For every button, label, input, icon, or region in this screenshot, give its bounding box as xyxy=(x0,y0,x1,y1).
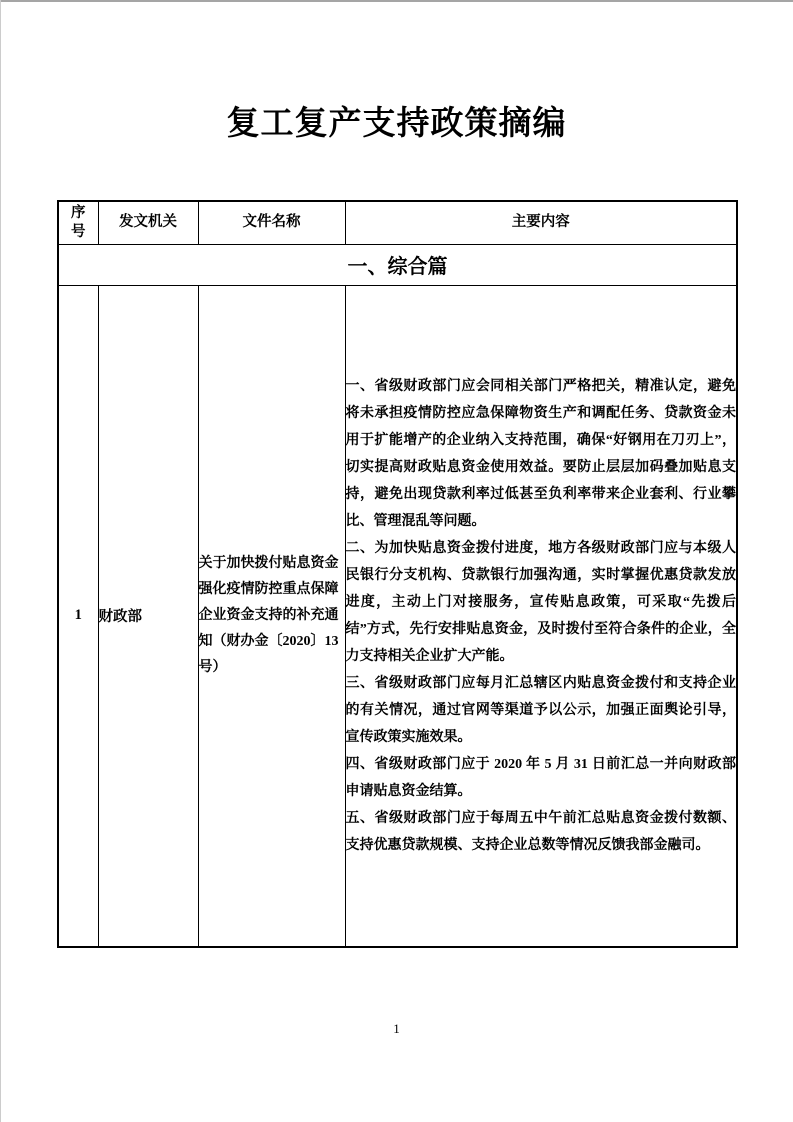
content-paragraph: 五、省级财政部门应于每周五中午前汇总贴息资金拨付数额、支持优惠贷款规模、支持企业总数等情况反馈我部金融司。 xyxy=(345,810,736,853)
cell-index: 1 xyxy=(58,285,98,947)
policy-table xyxy=(57,200,738,948)
cell-agency: 财政部 xyxy=(98,285,198,947)
section-header-row xyxy=(58,244,737,285)
section-header: 一、综合篇 xyxy=(58,244,737,285)
content-paragraph: 四、省级财政部门应于 2020 年 5 月 31 日前汇总一并向财政部申请贴息资金结算。 xyxy=(345,756,736,799)
page-left-edge xyxy=(0,0,1,1122)
content-paragraph: 二、为加快贴息资金拨付进度，地方各级财政部门应与本级人民银行分支机构、贷款银行加强沟通，实时掌握优惠贷款发放进度，主动上门对接服务，宣传贴息政策，可采取“先拨后结”方式，先行安排贴息资金，及时拨付至符合条件的企业，全力支持相关企业扩大产能。 xyxy=(345,540,736,664)
page-number: 1 xyxy=(393,1021,400,1036)
cell-main-content xyxy=(345,285,737,947)
page-title: 复工复产支持政策摘编 xyxy=(226,104,567,141)
cell-document-name: 关于加快拨付贴息资金强化疫情防控重点保障企业资金支持的补充通知（财办金〔2020〕13 号） xyxy=(198,285,345,947)
content-paragraph: 一、省级财政部门应会同相关部门严格把关，精准认定，避免将未承担疫情防控应急保障物资生产和调配任务、贷款资金未用于扩能增产的企业纳入支持范围，确保“好钢用在刀刃上”，切实提高财政贴息资金使用效益。要防止层层加码叠加贴息支持，避免出现贷款利率过低甚至负利率带来企业套利、行业攀比、管理混乱等问题。 xyxy=(345,378,736,529)
table-header-row xyxy=(58,201,737,244)
col-header-index: 序号 xyxy=(58,201,98,244)
col-header-document: 文件名称 xyxy=(198,201,345,244)
col-header-agency: 发文机关 xyxy=(98,201,198,244)
content-paragraph: 三、省级财政部门应每月汇总辖区内贴息资金拨付和支持企业的有关情况，通过官网等渠道予以公示，加强正面舆论引导，宣传政策实施效果。 xyxy=(345,675,736,745)
table-row xyxy=(58,285,737,947)
page-top-edge xyxy=(0,0,793,2)
col-header-content: 主要内容 xyxy=(345,201,737,244)
